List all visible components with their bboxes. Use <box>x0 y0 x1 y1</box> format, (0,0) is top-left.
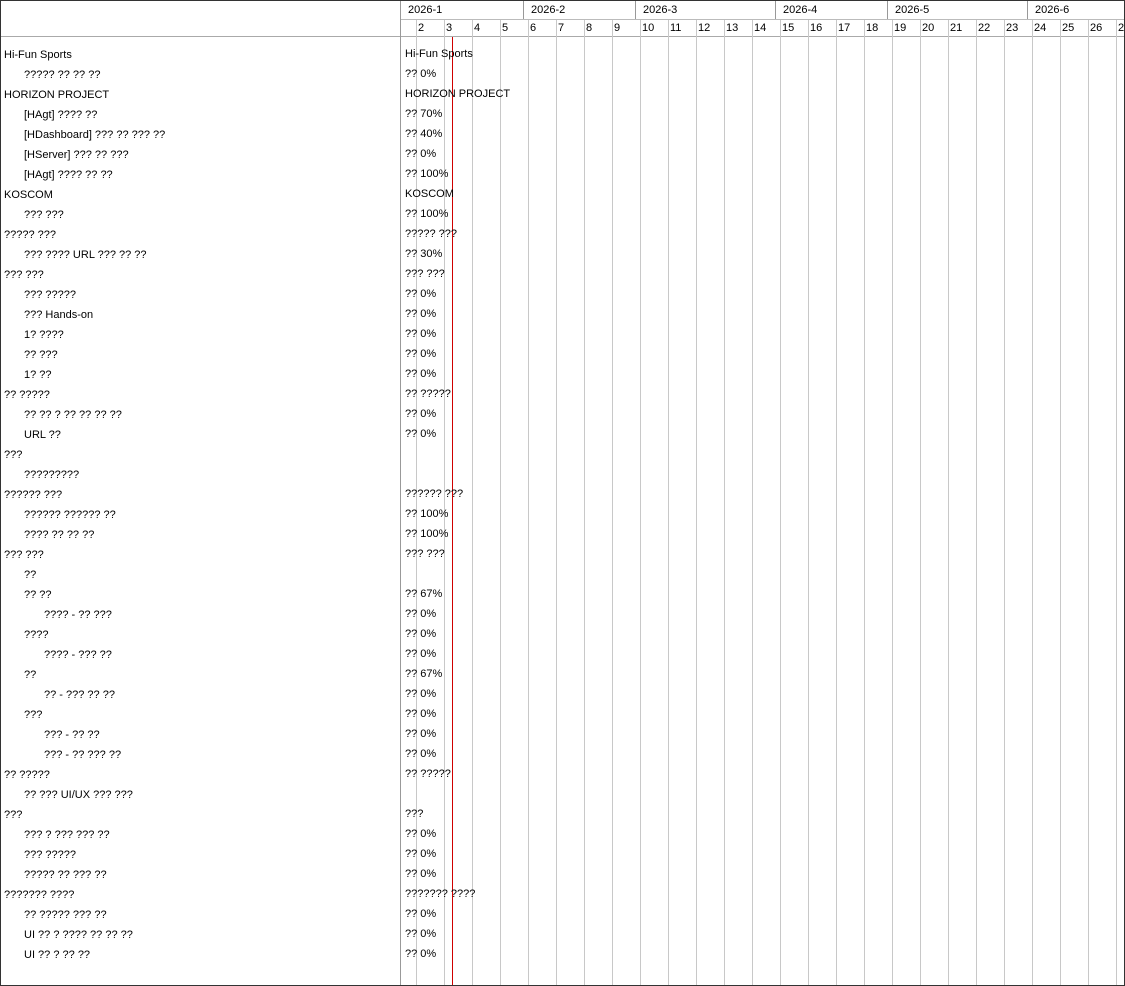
task-row[interactable]: ?? <box>24 669 37 681</box>
task-row[interactable]: ??? ????? <box>24 289 76 301</box>
task-bar-label[interactable]: ?? 67% <box>405 588 443 600</box>
task-row[interactable]: ???? - ?? ??? <box>44 609 112 621</box>
week-header-cell: 23 <box>1006 22 1019 34</box>
task-row[interactable]: ????? ?? ?? ?? <box>24 69 101 81</box>
timeline-panel <box>401 1 1124 985</box>
task-bar-label[interactable]: ?? 0% <box>405 628 437 640</box>
week-header-cell: 6 <box>530 22 537 34</box>
task-row[interactable]: ??? ? ??? ??? ?? <box>24 829 110 841</box>
week-grid-line <box>640 20 641 985</box>
month-header-cell: 2026-2 <box>524 1 636 19</box>
week-header-cell: 8 <box>586 22 593 34</box>
task-row[interactable]: ??? - ?? ??? ?? <box>44 749 122 761</box>
task-group-row[interactable]: ??? ??? <box>4 549 44 561</box>
week-grid-line <box>976 20 977 985</box>
task-bar-label[interactable]: HORIZON PROJECT <box>405 88 511 100</box>
week-grid-line <box>808 20 809 985</box>
task-bar-label[interactable]: ?? 0% <box>405 908 437 920</box>
task-group-row[interactable]: ?? ????? <box>4 389 50 401</box>
week-header-cell: 11 <box>670 22 682 34</box>
task-bar-label[interactable]: ?? 0% <box>405 748 437 760</box>
week-header-cell: 3 <box>446 22 453 34</box>
task-bar-label[interactable]: ??? ??? <box>405 548 445 560</box>
week-header-cell: 4 <box>474 22 481 34</box>
task-row[interactable]: UI ?? ? ???? ?? ?? ?? <box>24 929 133 941</box>
task-group-row[interactable]: ??? <box>4 449 23 461</box>
week-grid-line <box>948 20 949 985</box>
month-header-cell: 2026-1 <box>401 1 524 19</box>
task-bar-label[interactable]: ????? ??? <box>405 228 457 240</box>
week-header-cell: 18 <box>866 22 879 34</box>
week-header-cell: 2 <box>1118 22 1124 34</box>
task-bar-label[interactable]: ?? 0% <box>405 348 437 360</box>
task-bar-label[interactable]: ??? <box>405 808 424 820</box>
task-bar-label[interactable]: ?? 0% <box>405 708 437 720</box>
task-row[interactable]: 1? ?? <box>24 369 52 381</box>
task-bar-label[interactable]: ?? 0% <box>405 428 437 440</box>
task-bar-label[interactable]: ?? 0% <box>405 308 437 320</box>
task-row[interactable]: ?? <box>24 569 37 581</box>
task-bar-label[interactable]: ?? 0% <box>405 408 437 420</box>
week-grid-line <box>1088 20 1089 985</box>
task-bar-label[interactable]: KOSCOM <box>405 188 454 200</box>
task-row[interactable]: ???? - ??? ?? <box>44 649 112 661</box>
today-marker-line <box>452 37 453 985</box>
week-grid-line <box>584 20 585 985</box>
task-bar-label[interactable]: ?? ????? <box>405 768 451 780</box>
task-bar-label[interactable]: ?? 0% <box>405 648 437 660</box>
week-grid-line <box>752 20 753 985</box>
task-row[interactable]: ?? ??? UI/UX ??? ??? <box>24 789 133 801</box>
task-group-row[interactable]: ?? ????? <box>4 769 50 781</box>
task-row[interactable]: ??? Hands-on <box>24 309 94 321</box>
task-row[interactable]: URL ?? <box>24 429 61 441</box>
task-row[interactable]: ????????? <box>24 469 80 481</box>
week-grid-line <box>724 20 725 985</box>
week-grid-line <box>836 20 837 985</box>
week-header-cell: 15 <box>782 22 795 34</box>
task-row[interactable]: [HAgt] ???? ?? <box>24 109 98 121</box>
week-header-cell: 5 <box>502 22 509 34</box>
week-grid-line <box>472 20 473 985</box>
week-grid-line <box>1060 20 1061 985</box>
task-bar-label[interactable]: ?? 70% <box>405 108 443 120</box>
task-bar-label[interactable]: ?? 100% <box>405 528 449 540</box>
week-grid-line <box>1116 20 1117 985</box>
task-bar-label[interactable]: ?? 0% <box>405 368 437 380</box>
week-grid-line <box>892 20 893 985</box>
week-header-cell: 12 <box>698 22 711 34</box>
week-header-cell: 19 <box>894 22 907 34</box>
task-list-header <box>1 1 400 37</box>
month-header-cell: 2026-3 <box>636 1 776 19</box>
task-bar-label[interactable]: ?? 0% <box>405 928 437 940</box>
week-header-cell: 7 <box>558 22 565 34</box>
week-grid-line <box>696 20 697 985</box>
task-row[interactable]: [HDashboard] ??? ?? ??? ?? <box>24 129 166 141</box>
week-header-cell: 2 <box>418 22 425 34</box>
task-row[interactable]: ???? ?? ?? ?? <box>24 529 95 541</box>
week-grid-line <box>1032 20 1033 985</box>
task-row[interactable]: UI ?? ? ?? ?? <box>24 949 91 961</box>
task-bar-label[interactable]: ?? 100% <box>405 168 449 180</box>
week-header-cell: 26 <box>1090 22 1103 34</box>
week-grid-line <box>920 20 921 985</box>
task-bar-label[interactable]: ?? 100% <box>405 508 449 520</box>
task-bar-label[interactable]: ?? 0% <box>405 608 437 620</box>
task-row[interactable]: ??? ????? <box>24 849 76 861</box>
month-header-cell: 2026-4 <box>776 1 888 19</box>
task-row[interactable]: ??? - ?? ?? <box>44 729 100 741</box>
task-list-panel <box>1 1 401 985</box>
task-row[interactable]: ?????? ?????? ?? <box>24 509 116 521</box>
week-header-cell: 10 <box>642 22 655 34</box>
week-grid-line <box>864 20 865 985</box>
week-header-cell: 25 <box>1062 22 1075 34</box>
task-bar-label[interactable]: ?? 67% <box>405 668 443 680</box>
task-bar-label[interactable]: ?? 0% <box>405 728 437 740</box>
week-grid-line <box>612 20 613 985</box>
task-bar-label[interactable]: ?? 40% <box>405 128 443 140</box>
week-header-cell: 9 <box>614 22 621 34</box>
task-bar-label[interactable]: ?? 0% <box>405 688 437 700</box>
week-header-row <box>401 20 1124 37</box>
week-header-cell: 22 <box>978 22 991 34</box>
task-group-row[interactable]: ?????? ??? <box>4 489 63 501</box>
task-bar-label[interactable]: ?? 0% <box>405 288 437 300</box>
task-bar-label[interactable]: ?? ????? <box>405 388 451 400</box>
task-row[interactable]: [HAgt] ???? ?? ?? <box>24 169 113 181</box>
week-grid-line <box>780 20 781 985</box>
task-bar-label[interactable]: ?? 100% <box>405 208 449 220</box>
task-bar-label[interactable]: ?? 0% <box>405 68 437 80</box>
task-row[interactable]: ?? ??? <box>24 349 58 361</box>
task-bar-label[interactable]: ??? ??? <box>405 268 445 280</box>
task-bar-label[interactable]: ?? 0% <box>405 828 437 840</box>
week-header-cell: 13 <box>726 22 739 34</box>
week-grid-line <box>528 20 529 985</box>
task-group-row[interactable]: ??????? ???? <box>4 889 75 901</box>
task-group-row[interactable]: ????? ??? <box>4 229 56 241</box>
task-row[interactable]: ?? ?? <box>24 589 52 601</box>
task-row[interactable]: ??? ??? <box>24 209 64 221</box>
task-row[interactable]: ????? ?? ??? ?? <box>24 869 107 881</box>
task-bar-label[interactable]: ?? 0% <box>405 868 437 880</box>
month-header-cell: 2026-5 <box>888 1 1028 19</box>
week-header-cell: 14 <box>754 22 767 34</box>
week-header-cell: 21 <box>950 22 963 34</box>
task-bar-label[interactable]: ?? 0% <box>405 328 437 340</box>
task-bar-label[interactable]: Hi-Fun Sports <box>405 48 473 60</box>
week-header-cell: 20 <box>922 22 935 34</box>
month-header-row <box>401 1 1124 20</box>
task-bar-label[interactable]: ?? 30% <box>405 248 443 260</box>
task-row[interactable]: ???? <box>24 629 49 641</box>
task-group-row[interactable]: ??? ??? <box>4 269 44 281</box>
week-grid-line <box>500 20 501 985</box>
task-row[interactable]: ??? ???? URL ??? ?? ?? <box>24 249 147 261</box>
month-header-cell: 2026-6 <box>1028 1 1124 19</box>
week-header-cell: 24 <box>1034 22 1047 34</box>
task-group-row[interactable]: Hi-Fun Sports <box>4 49 72 61</box>
task-group-row[interactable]: KOSCOM <box>4 189 53 201</box>
task-row[interactable]: 1? ???? <box>24 329 64 341</box>
task-bar-label[interactable]: ??????? ???? <box>405 888 476 900</box>
task-row[interactable]: ?? ?? ? ?? ?? ?? ?? <box>24 409 122 421</box>
task-row[interactable]: ?? ????? ??? ?? <box>24 909 107 921</box>
task-bar-label[interactable]: ?? 0% <box>405 948 437 960</box>
week-header-cell: 17 <box>838 22 851 34</box>
task-group-row[interactable]: HORIZON PROJECT <box>4 89 110 101</box>
task-bar-label[interactable]: ?? 0% <box>405 848 437 860</box>
week-header-cell: 16 <box>810 22 823 34</box>
week-grid-line <box>556 20 557 985</box>
task-bar-label[interactable]: ?????? ??? <box>405 488 464 500</box>
week-grid-line <box>1004 20 1005 985</box>
task-bar-label[interactable]: ?? 0% <box>405 148 437 160</box>
task-row[interactable]: [HServer] ??? ?? ??? <box>24 149 129 161</box>
task-row[interactable]: ??? <box>24 709 43 721</box>
task-group-row[interactable]: ??? <box>4 809 23 821</box>
task-row[interactable]: ?? - ??? ?? ?? <box>44 689 115 701</box>
week-grid-line <box>668 20 669 985</box>
